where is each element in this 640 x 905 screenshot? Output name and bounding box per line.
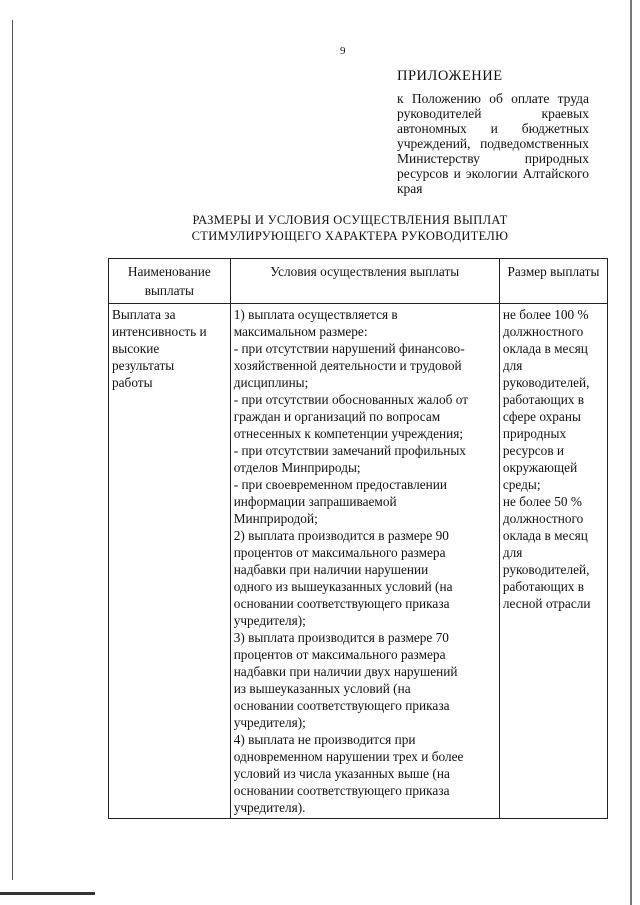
condition-line: процентов от максимального размера bbox=[233, 647, 446, 662]
table-header-row bbox=[109, 259, 608, 304]
condition-line: учредителя); bbox=[233, 715, 306, 730]
amount-line: оклада в месяц bbox=[502, 528, 588, 543]
amount-line: работающих в bbox=[502, 392, 585, 407]
header-payment-name: Наименование выплаты bbox=[109, 259, 231, 304]
condition-line: 3) выплата производится в размере 70 bbox=[233, 630, 449, 645]
payment-name-line: работы bbox=[112, 375, 153, 390]
amount-line: оклада в месяц bbox=[502, 341, 588, 356]
appendix-text: к Положению об оплате труда руководителей краевых автономных и бюджетных учреждений, подведомственных Министерству природных ресурсов и экологии Алтайского края bbox=[397, 91, 589, 196]
payment-name-line: результаты bbox=[112, 358, 175, 373]
document-title-line-1: РАЗМЕРЫ И УСЛОВИЯ ОСУЩЕСТВЛЕНИЯ ВЫПЛАТ bbox=[192, 213, 508, 227]
condition-line: процентов от максимального размера bbox=[233, 545, 446, 560]
condition-line: основании соответствующего приказа bbox=[233, 783, 450, 798]
condition-line: Минприродой; bbox=[233, 511, 318, 526]
condition-line: отделов Минприроды; bbox=[233, 460, 361, 475]
scan-edge-left bbox=[12, 20, 13, 880]
condition-line: одного из вышеуказанных условий (на bbox=[233, 579, 453, 594]
amount-line: для bbox=[502, 358, 523, 373]
condition-line: - при своевременном предоставлении bbox=[233, 477, 447, 492]
condition-line: условий из числа указанных выше (на bbox=[233, 766, 450, 781]
table-row bbox=[109, 304, 608, 819]
amount-line: ресурсов и bbox=[502, 443, 565, 458]
condition-line: отнесенных к компетенции учреждения; bbox=[233, 426, 464, 441]
condition-line: - при отсутствии нарушений финансово- bbox=[233, 341, 465, 356]
condition-line: учредителя). bbox=[233, 800, 306, 815]
condition-line: хозяйственной деятельности и трудовой bbox=[233, 358, 462, 373]
scan-edge-right bbox=[630, 0, 632, 905]
amount-line: не более 50 % bbox=[502, 494, 582, 509]
condition-line: основании соответствующего приказа bbox=[233, 698, 450, 713]
amount-line: руководителей, bbox=[502, 375, 590, 390]
condition-line: учредителя); bbox=[233, 613, 306, 628]
amount-line: работающих в bbox=[502, 579, 585, 594]
amount-line: должностного bbox=[502, 511, 584, 526]
cell-conditions bbox=[230, 304, 499, 819]
condition-line: 2) выплата производится в размере 90 bbox=[233, 528, 449, 543]
cell-amount bbox=[499, 304, 607, 819]
condition-line: из вышеуказанных условий (на bbox=[233, 681, 411, 696]
document-title-line-2: СТИМУЛИРУЮЩЕГО ХАРАКТЕРА РУКОВОДИТЕЛЮ bbox=[191, 229, 509, 243]
condition-line: дисциплины; bbox=[233, 375, 309, 390]
condition-line: максимальном размере: bbox=[233, 324, 368, 339]
header-amount: Размер выплаты bbox=[499, 259, 607, 304]
cell-payment-name bbox=[109, 304, 231, 819]
amount-line: для bbox=[502, 545, 523, 560]
amount-line: природных bbox=[502, 426, 567, 441]
scan-mark-bottom bbox=[0, 892, 95, 895]
header-conditions: Условия осуществления выплаты bbox=[230, 259, 499, 304]
condition-line: надбавки при наличии нарушении bbox=[233, 562, 429, 577]
condition-line: информации запрашиваемой bbox=[233, 494, 397, 509]
payments-table bbox=[108, 258, 608, 819]
condition-line: основании соответствующего приказа bbox=[233, 596, 450, 611]
amount-line: не более 100 % bbox=[502, 307, 589, 322]
appendix-block bbox=[397, 68, 589, 196]
payment-name-line: высокие bbox=[112, 341, 160, 356]
condition-line: граждан и организаций по вопросам bbox=[233, 409, 441, 424]
appendix-title: ПРИЛОЖЕНИЕ bbox=[397, 68, 503, 84]
condition-line: 1) выплата осуществляется в bbox=[233, 307, 398, 322]
amount-line: окружающей bbox=[502, 460, 578, 475]
amount-line: среды; bbox=[502, 477, 541, 492]
amount-line: сфере охраны bbox=[502, 409, 581, 424]
condition-line: - при отсутствии обоснованных жалоб от bbox=[233, 392, 469, 407]
page-number: 9 bbox=[340, 45, 346, 57]
condition-line: одновременном нарушении трех и более bbox=[233, 749, 464, 764]
payment-name-line: интенсивность и bbox=[112, 324, 207, 339]
condition-line: 4) выплата не производится при bbox=[233, 732, 416, 747]
condition-line: надбавки при наличии двух нарушений bbox=[233, 664, 458, 679]
amount-line: должностного bbox=[502, 324, 584, 339]
amount-line: руководителей, bbox=[502, 562, 590, 577]
amount-line: лесной отрасли bbox=[502, 596, 591, 611]
payment-name-line: Выплата за bbox=[112, 307, 176, 322]
document-title bbox=[100, 212, 600, 244]
condition-line: - при отсутствии замечаний профильных bbox=[233, 443, 466, 458]
